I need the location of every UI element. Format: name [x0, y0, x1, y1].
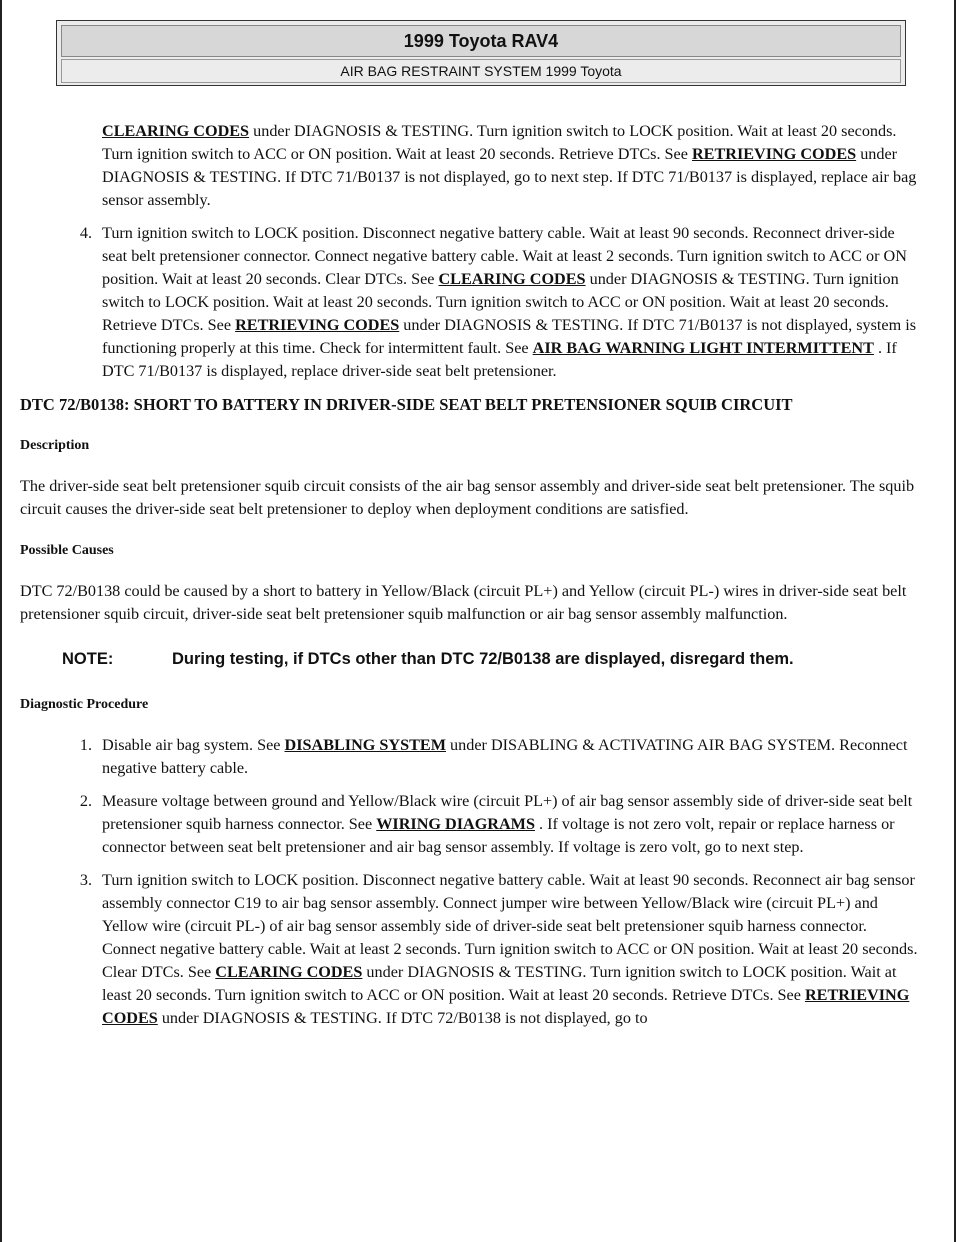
text-segment: Measure voltage between ground and Yellow/Black wire (circuit PL+) of air bag sensor assembly side of driver-side seat belt pretensioner squib harness connector. See	[102, 792, 913, 833]
step-number: 3.	[79, 871, 92, 889]
description-text: The driver-side seat belt pretensioner squib circuit consists of the air bag sensor assembly and driver-side seat belt pretensioner. The squib circuit causes the driver-side seat belt pretensioner to deploy when deployment conditions are satisfied.	[20, 477, 915, 518]
possible-causes-heading: Possible Causes	[20, 543, 114, 558]
text-segment: . If DTC 71/B0137 is displayed, replace driver-side seat belt pretensioner.	[102, 339, 897, 380]
description-heading: Description	[20, 438, 90, 453]
retrieving-codes-link[interactable]: RETRIEVING CODES	[691, 145, 857, 163]
list-item	[20, 222, 920, 383]
note-text: During testing, if DTCs other than DTC 72/B0138 are displayed, disregard them.	[172, 650, 794, 668]
note-label: NOTE:	[62, 650, 114, 668]
document-subtitle: AIR BAG RESTRAINT SYSTEM 1999 Toyota	[61, 59, 901, 83]
text-segment: Turn ignition switch to LOCK position. Disconnect negative battery cable. Wait at least 90 seconds. Reconnect driver-side seat belt pretensioner connector. Connect negative battery cable. Wait at least 2 seconds. Turn ignition switch to ACC or ON position. Wait at least 20 seconds. Clear DTCs. See	[102, 224, 907, 288]
retrieving-codes-link[interactable]: RETRIEVING CODES	[235, 316, 400, 334]
step-3-continuation	[102, 120, 920, 212]
text-segment: Disable air bag system. See	[102, 736, 285, 754]
text-segment: under DIAGNOSIS & TESTING. Turn ignition switch to LOCK position. Wait at least 20 seconds. Turn ignition switch to ACC or ON position. Wait at least 20 seconds. Retrieve DTCs. See	[102, 122, 897, 163]
text-segment: under DIAGNOSIS & TESTING. If DTC 71/B0137 is not displayed, system is functioning properly at this time. Check for intermittent fault. See	[102, 316, 917, 357]
text-segment: Turn ignition switch to LOCK position. Disconnect negative battery cable. Wait at least 90 seconds. Reconnect air bag sensor assembly connector C19 to air bag sensor assembly. Connect jumper wire between Yellow/Black wire (circuit PL+) and Yellow wire (circuit PL-) of air bag sensor assembly side of driver-side seat belt pretensioner squib harness connector. Connect negative battery cable. Wait at least 2 seconds. Turn ignition switch to ACC or ON position. Wait at least 20 seconds. Clear DTCs. See	[102, 871, 918, 981]
clearing-codes-link[interactable]: CLEARING CODES	[215, 963, 363, 981]
step-number: 2.	[79, 792, 92, 810]
wiring-diagrams-link[interactable]: WIRING DIAGRAMS	[376, 815, 535, 833]
retrieving-codes-link[interactable]: RETRIEVING CODES	[102, 986, 910, 1027]
section-title: DTC 72/B0138: SHORT TO BATTERY IN DRIVER-SIDE SEAT BELT PRETENSIONER SQUIB CIRCUIT	[20, 395, 793, 414]
text-segment: under DIAGNOSIS & TESTING. If DTC 71/B0137 is not displayed, go to next step. If DTC 71/B0137 is displayed, replace air bag sensor assembly.	[102, 145, 917, 209]
step-text	[102, 734, 920, 780]
step-text	[102, 869, 920, 1030]
text-segment: under DIAGNOSIS & TESTING. Turn ignition switch to LOCK position. Wait at least 20 seconds. Turn ignition switch to ACC or ON position. Wait at least 20 seconds. Retrieve DTCs. See	[102, 270, 899, 334]
document-body	[20, 120, 920, 1040]
air-bag-warning-light-link[interactable]: AIR BAG WARNING LIGHT INTERMITTENT	[532, 339, 874, 357]
document-header	[56, 20, 906, 86]
list-item	[20, 790, 920, 859]
list-item	[20, 869, 920, 1030]
clearing-codes-link[interactable]: CLEARING CODES	[438, 270, 586, 288]
note-box	[62, 648, 920, 671]
disabling-system-link[interactable]: DISABLING SYSTEM	[284, 736, 446, 754]
possible-causes-text: DTC 72/B0138 could be caused by a short to battery in Yellow/Black (circuit PL+) and Yellow (circuit PL-) wires in driver-side seat belt pretensioner squib circuit, driver-side seat belt pretensioner squib malfunction or air bag sensor assembly malfunction.	[20, 582, 907, 623]
text-segment: . If voltage is not zero volt, repair or replace harness or connector between seat belt pretensioner and air bag sensor assembly. If voltage is zero volt, go to next step.	[102, 815, 895, 856]
step-number: 4.	[79, 224, 92, 242]
clearing-codes-link[interactable]: CLEARING CODES	[102, 122, 250, 140]
document-title: 1999 Toyota RAV4	[61, 25, 901, 57]
list-item	[20, 734, 920, 780]
text-segment: under DIAGNOSIS & TESTING. Turn ignition switch to LOCK position. Wait at least 20 seconds. Turn ignition switch to ACC or ON position. Wait at least 20 seconds. Retrieve DTCs. See	[102, 963, 897, 1004]
step-number: 1.	[79, 736, 92, 754]
step-text	[102, 790, 920, 859]
procedure-heading: Diagnostic Procedure	[20, 697, 149, 712]
text-segment: under DIAGNOSIS & TESTING. If DTC 72/B0138 is not displayed, go to	[157, 1009, 648, 1027]
step-text	[102, 222, 920, 383]
text-segment: under DISABLING & ACTIVATING AIR BAG SYSTEM. Reconnect negative battery cable.	[102, 736, 908, 777]
